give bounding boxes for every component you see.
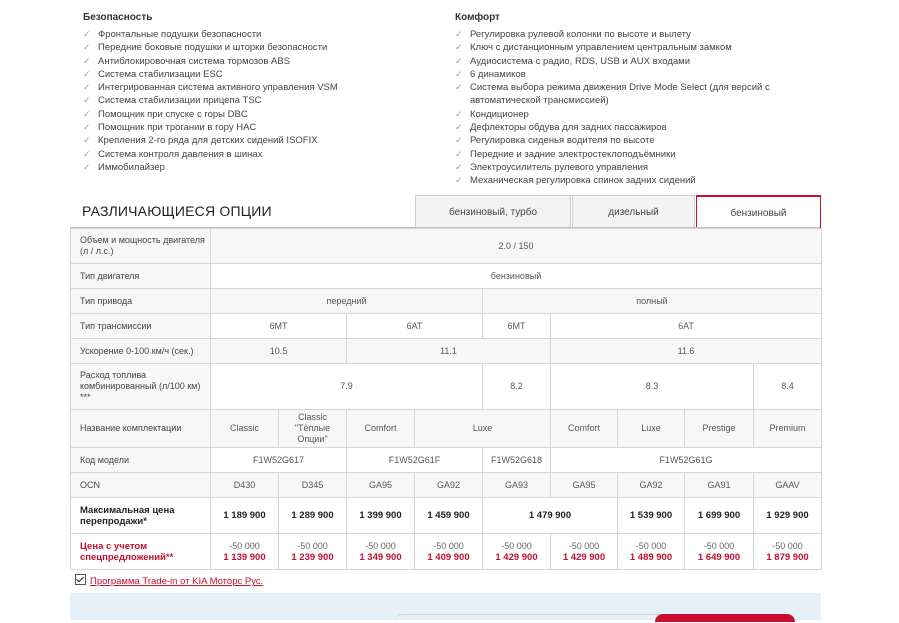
check-icon: ✓ — [455, 29, 463, 39]
tradein-option — [75, 574, 263, 587]
spec-table — [70, 228, 822, 570]
comfort-list — [455, 28, 815, 188]
special-price: 1 879 900 — [766, 551, 809, 563]
check-icon: ✓ — [455, 55, 463, 66]
special-price: 1 649 900 — [697, 551, 741, 563]
cell-trim: Comfort — [551, 410, 618, 448]
special-price: 1 349 900 — [359, 551, 402, 563]
cell-trim: Classic — [211, 410, 279, 448]
list-item: ✓ Помощник при трогании в гору HAC — [83, 122, 257, 134]
cell-ocn: GA93 — [483, 473, 551, 498]
cell-model-code: F1W52G61F — [347, 448, 483, 473]
cell-acceleration: 10.5 — [211, 339, 347, 364]
cell-acceleration: 11.1 — [347, 339, 551, 364]
cell-drive: передний — [211, 289, 483, 314]
cell-fuel: 8.2 — [483, 364, 551, 410]
row-label: Тип привода — [71, 289, 211, 314]
check-icon: ✓ — [83, 148, 91, 159]
list-item: ✓ Система стабилизации ESC — [83, 68, 223, 80]
cell-ocn: GA92 — [618, 473, 685, 498]
cell-max-price: 1 929 900 — [754, 498, 822, 534]
list-item: ✓ Система стабилизации прицепа TSC — [83, 95, 262, 107]
check-icon: ✓ — [83, 135, 91, 146]
cell-fuel: 7.9 — [211, 364, 483, 410]
list-item: ✓ Аудиосистема с радио, RDS, USB и AUX входами — [455, 55, 691, 67]
row-label: Расход топлива комбинированный (л/100 км) *** — [71, 364, 211, 410]
list-item: ✓ Электроусилитель рулевого управления — [455, 161, 649, 173]
table-row — [71, 534, 822, 570]
discount-amount: -50 000 — [703, 540, 735, 551]
special-price: 1 429 900 — [562, 551, 606, 563]
list-item: ✓ Кондиционер — [455, 108, 529, 120]
check-icon: ✓ — [83, 68, 91, 79]
cell-ocn: GA95 — [551, 473, 618, 498]
cell-engine-volume: 2.0 / 150 — [211, 229, 822, 264]
row-label: Название комплектации — [71, 410, 211, 448]
tradein-link[interactable]: Программа Trade-in от KIA Моторс Рус. — [90, 576, 264, 587]
row-label: Максимальная цена перепродажи* — [71, 498, 211, 534]
table-row — [71, 364, 822, 410]
comfort-features — [455, 12, 815, 188]
check-icon: ✓ — [455, 82, 463, 93]
safety-list — [83, 28, 423, 174]
special-price: 1 239 900 — [291, 551, 334, 563]
table-row — [71, 289, 822, 314]
table-row — [71, 410, 822, 448]
cell-trim: Comfort — [347, 410, 415, 448]
cell-drive: полный — [483, 289, 822, 314]
cell-engine-type: бензиновый — [211, 264, 822, 289]
row-label: Объем и мощность двигателя (л / л.с.) — [71, 229, 211, 264]
list-item: ✓ Антиблокировочная система тормозов ABS — [83, 55, 291, 67]
row-label: Цена с учетом спецпредложений** — [71, 534, 211, 570]
list-item: ✓ Система выбора режима движения Drive Mode Select (для версий с автоматической трансмиссией) — [455, 82, 770, 107]
discount-amount: -50 000 — [297, 540, 328, 551]
check-icon: ✓ — [83, 55, 91, 66]
list-item: ✓ Фронтальные подушки безопасности — [83, 29, 262, 40]
list-item: ✓ Передние боковые подушки и шторки безопасности — [83, 42, 328, 54]
check-icon: ✓ — [455, 68, 463, 79]
cell-trim: Premium — [754, 410, 822, 448]
list-item: ✓ Иммобилайзер — [83, 161, 165, 173]
diff-options-title: РАЗЛИЧАЮЩИЕСЯ ОПЦИИ — [82, 203, 272, 219]
discount-amount: -50 000 — [433, 540, 464, 551]
row-label: Ускорение 0-100 км/ч (сек.) — [71, 339, 211, 364]
list-item: ✓ Регулировка сиденья водителя по высоте — [455, 135, 655, 147]
discount-amount: -50 000 — [229, 540, 260, 551]
cell-special-price — [754, 534, 822, 570]
discount-amount: -50 000 — [501, 540, 532, 551]
tradein-checkbox[interactable] — [75, 574, 86, 585]
list-item: ✓ Интегрированная система активного управления VSM — [83, 82, 338, 94]
check-icon: ✓ — [455, 108, 463, 119]
bottom-action-button[interactable] — [655, 614, 795, 622]
cell-transmission: 6AT — [347, 314, 483, 339]
check-icon: ✓ — [455, 135, 463, 146]
cell-special-price — [279, 534, 347, 570]
cell-ocn: D345 — [279, 473, 347, 498]
cell-max-price: 1 399 900 — [347, 498, 415, 534]
cell-max-price: 1 479 900 — [483, 498, 618, 534]
list-item: ✓ Дефлекторы обдува для задних пассажиров — [455, 122, 667, 134]
tab-diesel[interactable]: дизельный — [572, 195, 695, 227]
special-price: 1 139 900 — [223, 551, 266, 563]
check-icon: ✓ — [455, 148, 463, 159]
cell-model-code: F1W52G61G — [551, 448, 822, 473]
comfort-title: Комфорт — [455, 12, 500, 23]
check-icon: ✓ — [455, 42, 463, 53]
discount-amount: -50 000 — [365, 540, 396, 551]
cell-transmission: 6MT — [211, 314, 347, 339]
table-row — [71, 314, 822, 339]
cell-max-price: 1 189 900 — [211, 498, 279, 534]
cell-fuel: 8.4 — [754, 364, 822, 410]
cell-transmission: 6AT — [551, 314, 822, 339]
special-price: 1 489 900 — [629, 551, 673, 563]
cell-special-price — [347, 534, 415, 570]
cell-special-price — [415, 534, 483, 570]
cell-acceleration: 11.6 — [551, 339, 822, 364]
table-row — [71, 473, 822, 498]
cell-ocn: GA92 — [415, 473, 483, 498]
check-icon: ✓ — [83, 122, 91, 133]
check-icon: ✓ — [83, 161, 91, 172]
cell-trim: Classic "Тёплые Опции" — [279, 410, 347, 448]
safety-features — [83, 12, 423, 174]
list-item: ✓ Регулировка рулевой колонки по высоте и вылету — [455, 29, 691, 40]
cell-model-code: F1W52G618 — [483, 448, 551, 473]
cell-transmission: 6MT — [483, 314, 551, 339]
row-label: OCN — [71, 473, 211, 498]
table-row — [71, 498, 822, 534]
list-item: ✓ Ключ с дистанционным управлением центральным замком — [455, 42, 732, 54]
table-row — [71, 229, 822, 264]
list-item: ✓ Механическая регулировка спинок задних сидений — [455, 175, 696, 187]
check-icon: ✓ — [455, 175, 463, 186]
list-item: ✓ Система контроля давления в шинах — [83, 148, 263, 160]
check-icon: ✓ — [83, 29, 91, 39]
check-icon: ✓ — [83, 95, 91, 106]
list-item: ✓ 6 динамиков — [455, 68, 526, 80]
cell-special-price — [685, 534, 754, 570]
cell-ocn: GA91 — [685, 473, 754, 498]
special-price: 1 409 900 — [427, 551, 470, 563]
cell-fuel: 8.3 — [551, 364, 754, 410]
table-row — [71, 339, 822, 364]
row-label: Тип двигателя — [71, 264, 211, 289]
table-row — [71, 448, 822, 473]
check-icon: ✓ — [83, 42, 91, 53]
cell-model-code: F1W52G617 — [211, 448, 347, 473]
tab-petrol-turbo[interactable]: бензиновый, турбо — [415, 195, 571, 227]
cell-special-price — [551, 534, 618, 570]
cell-trim: Prestige — [685, 410, 754, 448]
check-icon: ✓ — [455, 161, 463, 172]
check-icon: ✓ — [83, 108, 91, 119]
special-price: 1 429 900 — [495, 551, 538, 563]
table-row — [71, 264, 822, 289]
cell-trim: Luxe — [415, 410, 551, 448]
row-label: Тип трансмиссии — [71, 314, 211, 339]
cell-special-price — [618, 534, 685, 570]
list-item: ✓ Передние и задние электростеклоподъёмники — [455, 148, 676, 160]
cell-max-price: 1 289 900 — [279, 498, 347, 534]
cell-ocn: GA95 — [347, 473, 415, 498]
cell-ocn: D430 — [211, 473, 279, 498]
cell-trim: Luxe — [618, 410, 685, 448]
row-label: Код модели — [71, 448, 211, 473]
cell-max-price: 1 539 900 — [618, 498, 685, 534]
cell-special-price — [211, 534, 279, 570]
tab-petrol[interactable]: бензиновый — [696, 195, 821, 229]
discount-amount: -50 000 — [772, 540, 803, 551]
safety-title: Безопасность — [83, 12, 153, 23]
discount-amount: -50 000 — [635, 540, 667, 551]
cell-special-price — [483, 534, 551, 570]
cell-ocn: GAAV — [754, 473, 822, 498]
check-icon: ✓ — [83, 82, 91, 93]
list-item: ✓ Помощник при спуске с горы DBC — [83, 108, 248, 120]
cell-max-price: 1 459 900 — [415, 498, 483, 534]
check-icon: ✓ — [455, 122, 463, 133]
cell-max-price: 1 699 900 — [685, 498, 754, 534]
features-section — [0, 0, 899, 190]
list-item: ✓ Крепления 2-го ряда для детских сидений ISOFIX — [83, 135, 318, 147]
discount-amount: -50 000 — [568, 540, 600, 551]
